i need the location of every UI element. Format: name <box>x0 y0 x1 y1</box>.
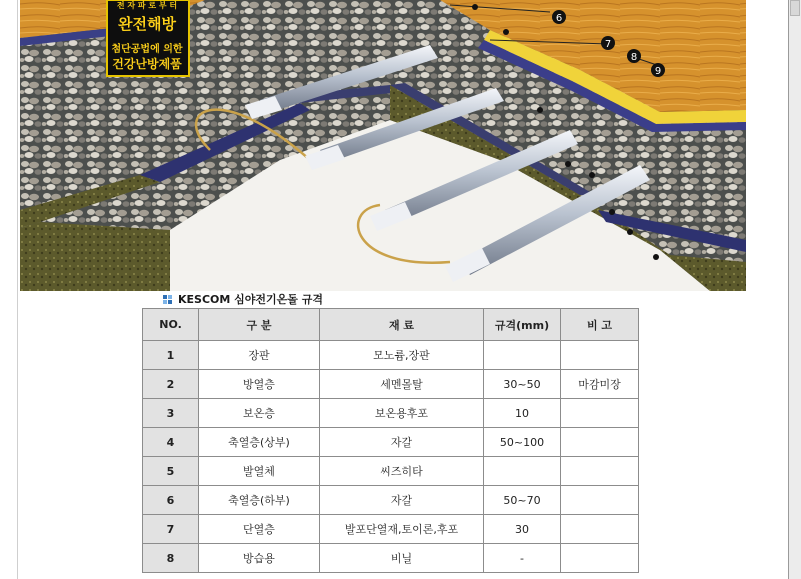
cell-no: 3 <box>143 399 199 428</box>
cell-category: 발열체 <box>199 457 320 486</box>
cell-note <box>561 515 639 544</box>
badge-line-2: 건강난방제품 <box>112 57 182 71</box>
callout-8 <box>627 49 641 63</box>
table-row <box>143 399 639 428</box>
svg-text:6: 6 <box>555 13 563 24</box>
cell-category: 방열층 <box>199 370 320 399</box>
cell-note <box>561 457 639 486</box>
callout-6 <box>552 10 566 24</box>
cell-category: 단열층 <box>199 515 320 544</box>
svg-text:9: 9 <box>654 66 662 77</box>
cell-material: 세멘몰탈 <box>320 370 484 399</box>
cell-size <box>484 457 561 486</box>
table-row <box>143 428 639 457</box>
cell-size: 10 <box>484 399 561 428</box>
table-header-row <box>143 309 639 341</box>
table-row <box>143 457 639 486</box>
cell-note <box>561 428 639 457</box>
spec-table <box>142 308 639 573</box>
spec-heading-title: KESCOM 심야전기온돌 규격 <box>178 293 323 306</box>
cell-note: 마감미장 <box>561 370 639 399</box>
cell-category: 축열층(하부) <box>199 486 320 515</box>
cell-size: 30 <box>484 515 561 544</box>
cell-no: 8 <box>143 544 199 573</box>
cell-note <box>561 341 639 370</box>
badge-line-1: 첨단공법에 의한 <box>111 44 183 55</box>
table-row <box>143 370 639 399</box>
cell-note <box>561 399 639 428</box>
callout-9 <box>651 63 665 77</box>
header-category: 구 분 <box>199 309 320 341</box>
scroll-up-arrow-icon[interactable] <box>790 0 800 16</box>
cell-size <box>484 341 561 370</box>
cell-material: 자갈 <box>320 486 484 515</box>
svg-text:8: 8 <box>630 52 638 63</box>
cell-size: 30~50 <box>484 370 561 399</box>
header-material: 재 료 <box>320 309 484 341</box>
table-row <box>143 515 639 544</box>
spec-heading <box>163 291 323 307</box>
cell-category: 장판 <box>199 341 320 370</box>
cell-no: 1 <box>143 341 199 370</box>
cell-material: 씨즈히타 <box>320 457 484 486</box>
cell-material: 모노륨,장판 <box>320 341 484 370</box>
vertical-scrollbar[interactable] <box>789 0 801 579</box>
header-no: NO. <box>143 309 199 341</box>
cell-size: 50~70 <box>484 486 561 515</box>
cell-material: 비닐 <box>320 544 484 573</box>
cell-material: 자갈 <box>320 428 484 457</box>
badge-headline: 완전해방 <box>118 15 176 33</box>
cell-note <box>561 486 639 515</box>
cell-size: 50~100 <box>484 428 561 457</box>
cell-size: - <box>484 544 561 573</box>
table-row <box>143 486 639 515</box>
badge-top-text: 전 자 파 로 부 터 <box>116 1 178 10</box>
cell-category: 방습용 <box>199 544 320 573</box>
cell-no: 5 <box>143 457 199 486</box>
window-left-border <box>0 0 18 579</box>
cell-material: 발포단열재,토이론,후포 <box>320 515 484 544</box>
cell-category: 축열층(상부) <box>199 428 320 457</box>
cell-category: 보온층 <box>199 399 320 428</box>
blue-grid-icon <box>163 295 172 304</box>
cell-no: 6 <box>143 486 199 515</box>
svg-text:7: 7 <box>604 39 612 50</box>
cell-material: 보온용후포 <box>320 399 484 428</box>
cell-no: 4 <box>143 428 199 457</box>
callout-7 <box>601 36 615 50</box>
header-note: 비 고 <box>561 309 639 341</box>
cell-no: 2 <box>143 370 199 399</box>
header-size: 규격(mm) <box>484 309 561 341</box>
cell-note <box>561 544 639 573</box>
table-row <box>143 341 639 370</box>
cell-no: 7 <box>143 515 199 544</box>
table-row <box>143 544 639 573</box>
